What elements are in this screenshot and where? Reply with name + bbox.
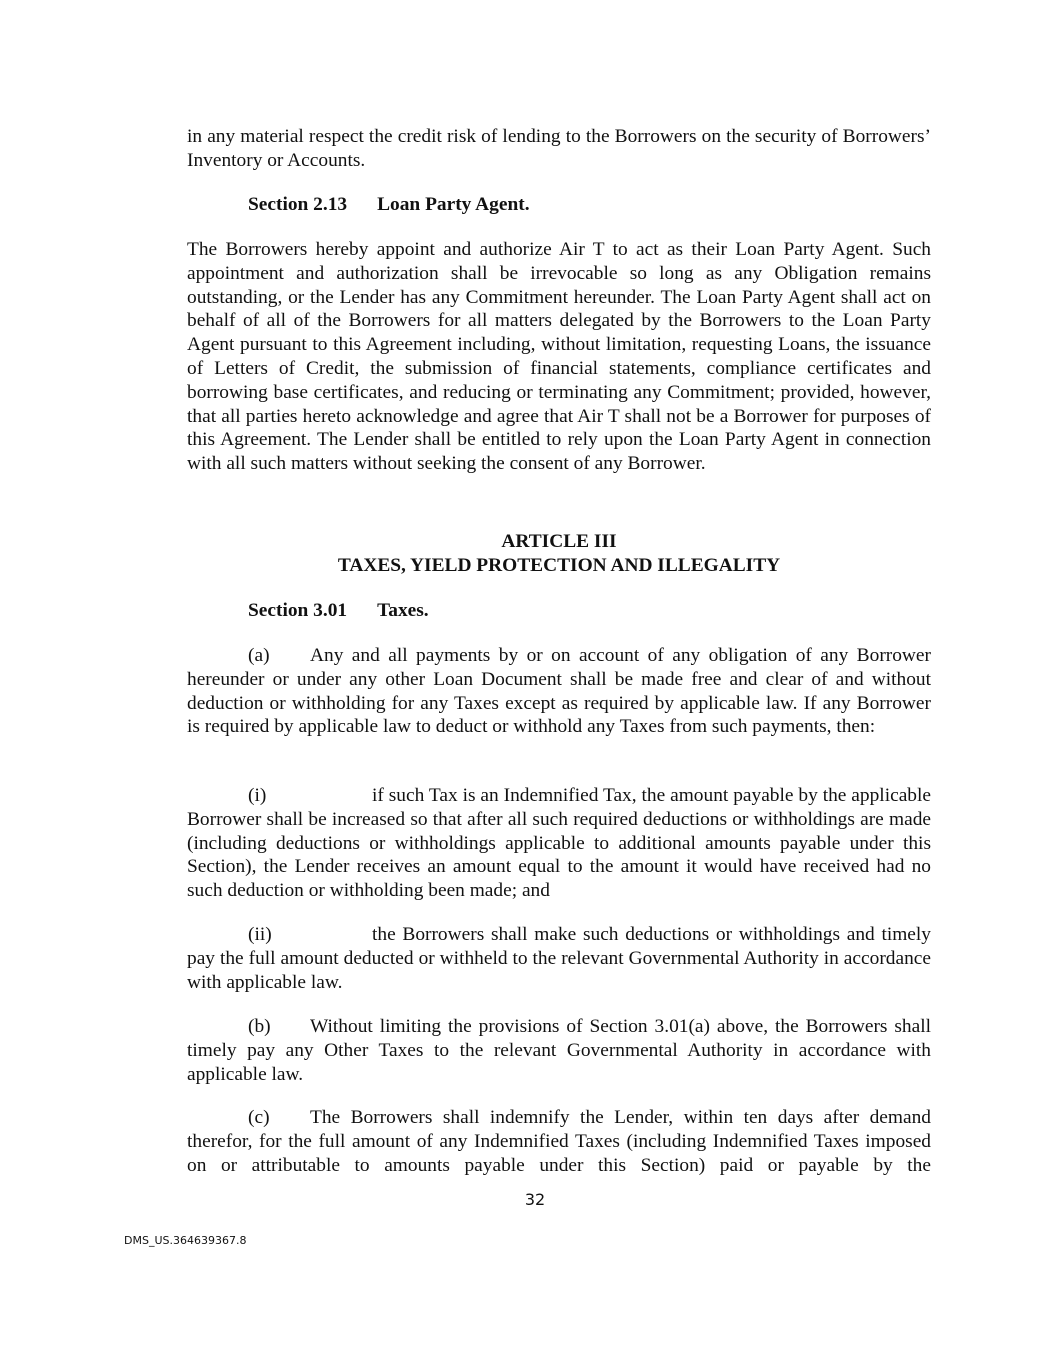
clause-i bbox=[187, 784, 931, 903]
section-title: Taxes. bbox=[377, 600, 429, 621]
clause-text: the Borrowers shall make such deductions or withholdings and timely pay the full amount deducted or withheld to the relevant Governmental Authority in accordance with applicable law. bbox=[187, 924, 931, 993]
clause-ii bbox=[187, 923, 931, 994]
article-title: TAXES, YIELD PROTECTION AND ILLEGALITY bbox=[337, 555, 781, 576]
clause-a bbox=[187, 644, 931, 739]
section-number: Section 2.13 bbox=[248, 194, 348, 215]
section-title: Loan Party Agent. bbox=[377, 194, 530, 215]
intro-paragraph: in any material respect the credit risk of lending to the Borrowers on the security of Borrowers’ Inventory or Accounts. bbox=[187, 126, 931, 171]
clause-label: (i) bbox=[248, 785, 267, 806]
clause-b bbox=[187, 1015, 931, 1086]
clause-text: The Borrowers shall indemnify the Lender, within ten days after demand therefor, for the full amount of any Indemnified Taxes (including Indemnified Taxes imposed on or attributable to amounts payable under this Section) paid or payable by the bbox=[187, 1107, 931, 1176]
clause-label: (c) bbox=[248, 1107, 270, 1128]
document-id: DMS_US.364639367.8 bbox=[124, 1234, 247, 1247]
clause-text: Without limiting the provisions of Section 3.01(a) above, the Borrowers shall timely pay any Other Taxes to the relevant Governmental Authority in accordance with applicable law. bbox=[187, 1016, 931, 1085]
section-number: Section 3.01 bbox=[248, 600, 348, 621]
clause-label: (a) bbox=[248, 645, 270, 666]
clause-label: (b) bbox=[248, 1016, 271, 1037]
page-number: 32 bbox=[524, 1190, 546, 1209]
clause-c bbox=[187, 1106, 931, 1177]
section-2-13-heading bbox=[248, 193, 530, 217]
section-3-01-heading bbox=[248, 599, 429, 623]
clause-text: if such Tax is an Indemnified Tax, the amount payable by the applicable Borrower shall be increased so that after all such required deductions or withholdings are made (including deductions or withholdings applicable to additional amounts payable under this Section), the Lender receives an amount equal to the amount it would have received had no such deduction or withholding been made; and bbox=[187, 785, 931, 902]
section-2-13-body: The Borrowers hereby appoint and authorize Air T to act as their Loan Party Agent. Such appointment and authorization shall be irrevocable so long as any Obligation remains outstanding, or the Lender has any Commitment hereunder. The Loan Party Agent shall act on behalf of all of the Borrowers for all matters delegated by the Borrowers to the Loan Party Agent pursuant to this Agreement including, without limitation, requesting Loans, the issuance of Letters of Credit, the submission of financial statements, compliance certificates and borrowing base certificates, and reducing or terminating any Commitment; provided, however, that all parties hereto acknowledge and agree that Air T shall not be a Borrower for purposes of this Agreement. The Lender shall be entitled to rely upon the Loan Party Agent in connection with all such matters without seeking the consent of any Borrower. bbox=[187, 239, 931, 475]
clause-label: (ii) bbox=[248, 924, 272, 945]
clause-text: Any and all payments by or on account of any obligation of any Borrower hereunder or under any other Loan Document shall be made free and clear of and without deduction or withholding for any Taxes except as required by applicable law. If any Borrower is required by applicable law to deduct or withhold any Taxes from such payments, then: bbox=[187, 645, 931, 738]
article-number: ARTICLE III bbox=[501, 531, 617, 552]
